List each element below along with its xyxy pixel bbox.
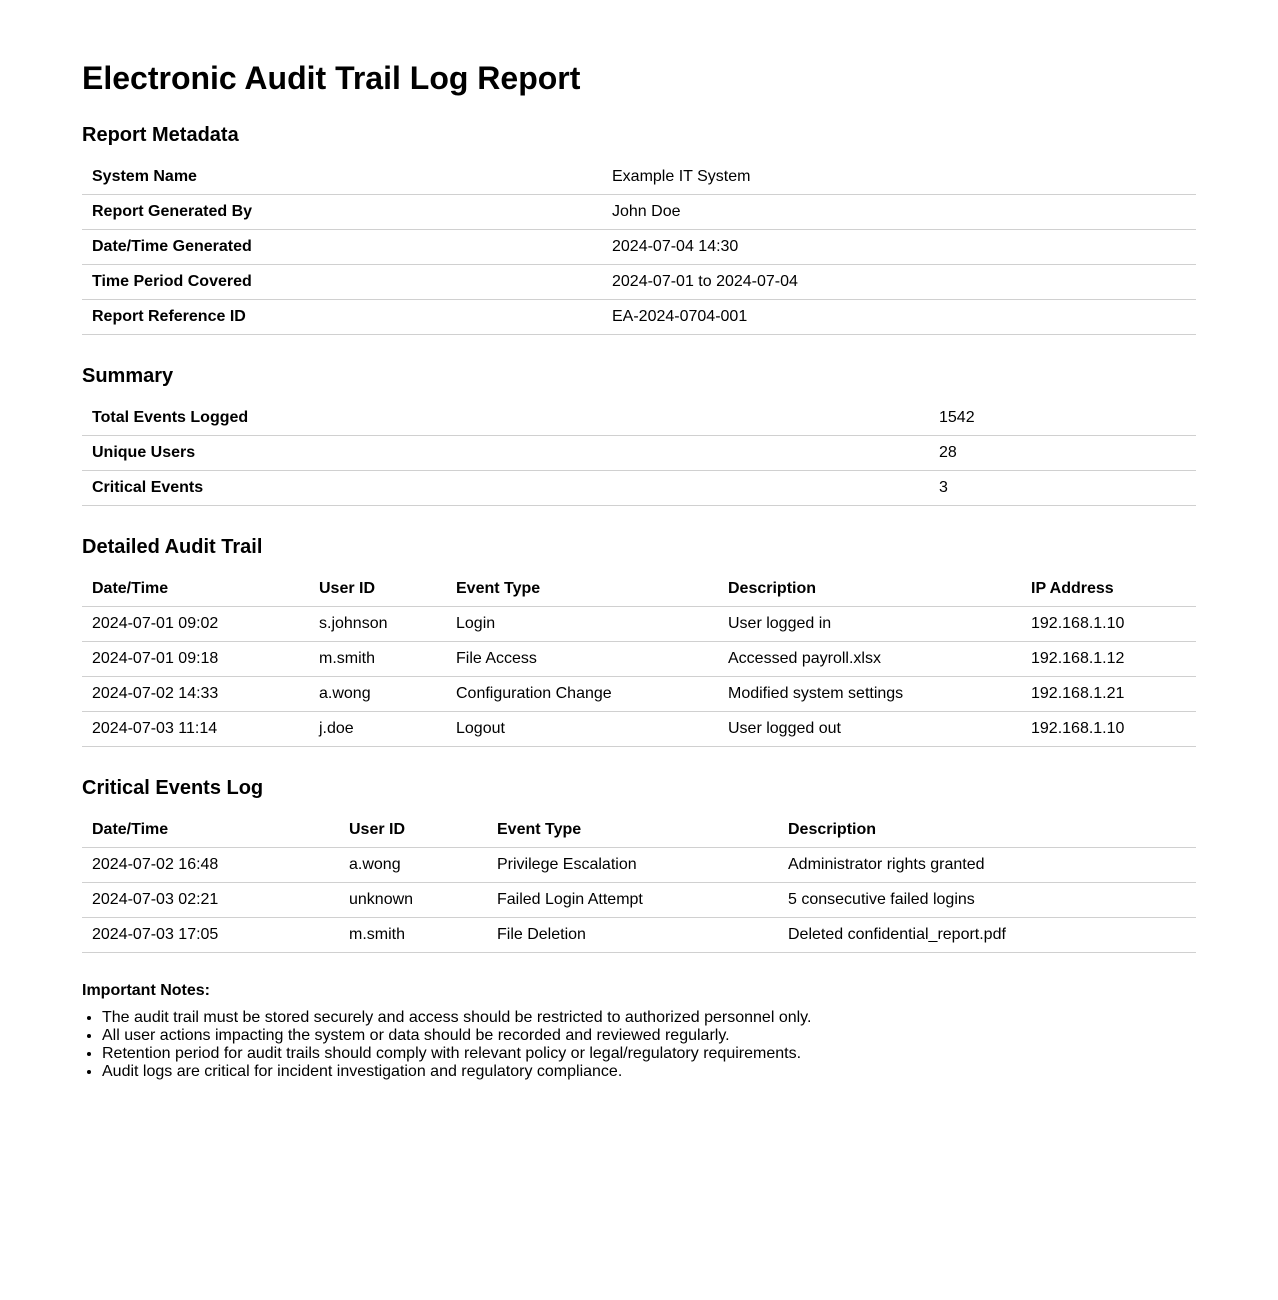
detailed-audit-table: [82, 572, 1196, 747]
table-header-row: [82, 813, 1196, 848]
summary-heading: Summary: [82, 365, 174, 387]
summary-value: 3: [929, 471, 1196, 506]
column-header-event-type: Event Type: [487, 813, 778, 848]
summary-value: 28: [929, 436, 1196, 471]
cell-ip-address: 192.168.1.10: [1021, 712, 1196, 747]
cell-ip-address: 192.168.1.21: [1021, 677, 1196, 712]
cell-user-id: j.doe: [309, 712, 446, 747]
detailed-audit-trail-section: [82, 534, 1196, 747]
critical-heading: Critical Events Log: [82, 777, 264, 799]
cell-description: User logged in: [718, 607, 1021, 642]
table-row: [82, 883, 1196, 918]
metadata-value: 2024-07-01 to 2024-07-04: [602, 265, 1196, 300]
table-row: [82, 300, 1196, 335]
detail-heading: Detailed Audit Trail: [82, 536, 263, 558]
list-item: • Retention period for audit trails should comply with relevant policy or legal/regulatory requirements.: [102, 1045, 1196, 1063]
table-row: [82, 677, 1196, 712]
cell-event-type: Failed Login Attempt: [487, 883, 778, 918]
cell-description: User logged out: [718, 712, 1021, 747]
cell-ip-address: 192.168.1.12: [1021, 642, 1196, 677]
table-row: [82, 712, 1196, 747]
metadata-table: [82, 160, 1196, 335]
metadata-value: EA-2024-0704-001: [602, 300, 1196, 335]
column-header-description: Description: [778, 813, 1196, 848]
report-metadata-section: [82, 122, 1196, 335]
cell-event-type: File Deletion: [487, 918, 778, 953]
table-row: [82, 401, 1196, 436]
table-row: [82, 265, 1196, 300]
cell-event-type: Privilege Escalation: [487, 848, 778, 883]
list-item: • Audit logs are critical for incident investigation and regulatory compliance.: [102, 1063, 1196, 1081]
column-header-event-type: Event Type: [446, 572, 718, 607]
critical-events-table: [82, 813, 1196, 953]
cell-datetime: 2024-07-03 02:21: [82, 883, 339, 918]
metadata-label: Report Generated By: [82, 195, 602, 230]
cell-event-type: Login: [446, 607, 718, 642]
summary-section: [82, 363, 1196, 506]
cell-datetime: 2024-07-02 14:33: [82, 677, 309, 712]
column-header-user-id: User ID: [309, 572, 446, 607]
column-header-user-id: User ID: [339, 813, 487, 848]
cell-datetime: 2024-07-03 17:05: [82, 918, 339, 953]
cell-ip-address: 192.168.1.10: [1021, 607, 1196, 642]
column-header-datetime: Date/Time: [82, 572, 309, 607]
cell-description: Administrator rights granted: [778, 848, 1196, 883]
table-row: [82, 436, 1196, 471]
cell-datetime: 2024-07-01 09:02: [82, 607, 309, 642]
notes-title: Important Notes:: [82, 982, 210, 999]
list-item: • The audit trail must be stored securely and access should be restricted to authorized personnel only.: [102, 1009, 1196, 1027]
metadata-value: John Doe: [602, 195, 1196, 230]
metadata-label: Date/Time Generated: [82, 230, 602, 265]
notes-list: [82, 1009, 1196, 1081]
cell-user-id: unknown: [339, 883, 487, 918]
column-header-ip-address: IP Address: [1021, 572, 1196, 607]
column-header-description: Description: [718, 572, 1021, 607]
metadata-label: System Name: [82, 160, 602, 195]
metadata-label: Time Period Covered: [82, 265, 602, 300]
cell-user-id: a.wong: [339, 848, 487, 883]
metadata-value: 2024-07-04 14:30: [602, 230, 1196, 265]
cell-description: Modified system settings: [718, 677, 1021, 712]
table-row: [82, 848, 1196, 883]
cell-user-id: m.smith: [339, 918, 487, 953]
summary-value: 1542: [929, 401, 1196, 436]
cell-description: 5 consecutive failed logins: [778, 883, 1196, 918]
table-row: [82, 195, 1196, 230]
column-header-datetime: Date/Time: [82, 813, 339, 848]
table-row: [82, 471, 1196, 506]
summary-label: Unique Users: [82, 436, 929, 471]
table-row: [82, 918, 1196, 953]
cell-user-id: m.smith: [309, 642, 446, 677]
important-notes-section: [82, 981, 1196, 1081]
cell-user-id: s.johnson: [309, 607, 446, 642]
table-row: [82, 607, 1196, 642]
table-row: [82, 230, 1196, 265]
metadata-label: Report Reference ID: [82, 300, 602, 335]
metadata-heading: Report Metadata: [82, 124, 239, 146]
cell-event-type: Configuration Change: [446, 677, 718, 712]
summary-label: Critical Events: [82, 471, 929, 506]
table-row: [82, 160, 1196, 195]
table-row: [82, 642, 1196, 677]
cell-user-id: a.wong: [309, 677, 446, 712]
list-item: • All user actions impacting the system or data should be recorded and reviewed regularly.: [102, 1027, 1196, 1045]
summary-table: [82, 401, 1196, 506]
table-header-row: [82, 572, 1196, 607]
cell-event-type: File Access: [446, 642, 718, 677]
cell-datetime: 2024-07-03 11:14: [82, 712, 309, 747]
cell-datetime: 2024-07-01 09:18: [82, 642, 309, 677]
metadata-value: Example IT System: [602, 160, 1196, 195]
cell-event-type: Logout: [446, 712, 718, 747]
page-title: Electronic Audit Trail Log Report: [82, 60, 581, 96]
critical-events-section: [82, 775, 1196, 953]
summary-label: Total Events Logged: [82, 401, 929, 436]
cell-datetime: 2024-07-02 16:48: [82, 848, 339, 883]
cell-description: Accessed payroll.xlsx: [718, 642, 1021, 677]
cell-description: Deleted confidential_report.pdf: [778, 918, 1196, 953]
